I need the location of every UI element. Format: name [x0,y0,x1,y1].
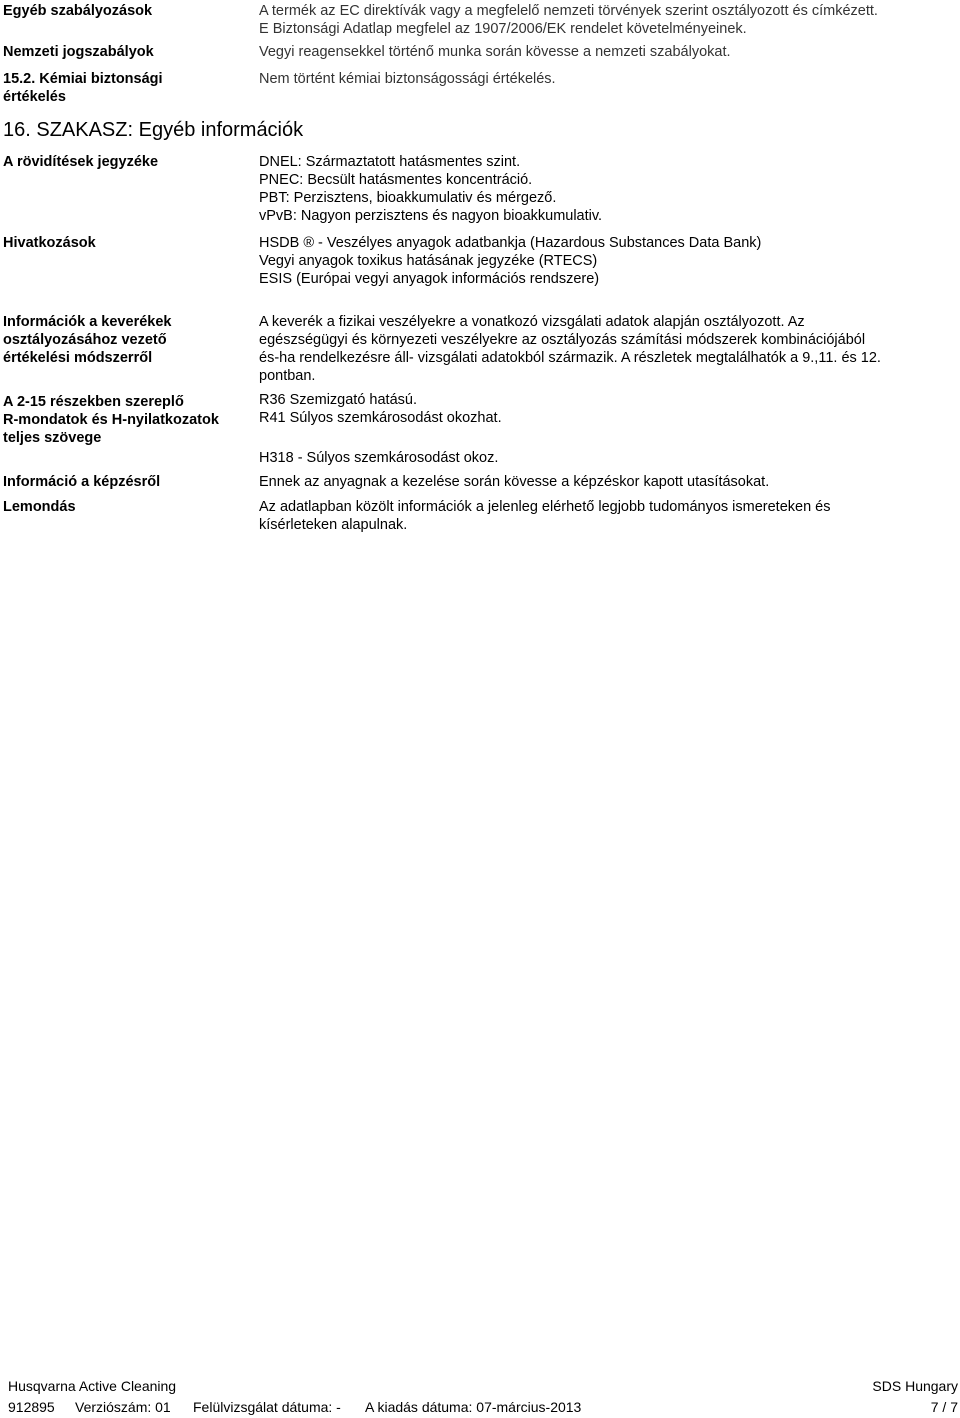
abbrev-label: A rövidítések jegyzéke [3,154,159,170]
refs-label: Hivatkozások [3,235,96,251]
footer-doc-type: SDS Hungary [872,1378,958,1394]
other-regulations-label: Egyéb szabályozások [3,3,153,19]
section-title: 16. SZAKASZ: Egyéb információk [3,119,304,141]
method-text [259,313,949,385]
training-text: Ennek az anyagnak a kezelése során kövesse a képzéskor kapott utasításokat. [259,474,770,490]
abbrev-item: PNEC: Becsült hatásmentes koncentráció. [259,172,533,188]
footer-page-number: 7 / 7 [930,1399,958,1415]
label-line: értékelési módszerről [3,350,153,366]
label-line: osztályozásához vezető [3,332,167,348]
label-line: A 2-15 részekben szereplő [3,394,184,410]
text-line: E Biztonsági Adatlap megfelel az 1907/2006/EK rendelet követelményeinek. [259,21,747,37]
abbrev-list [259,153,949,225]
training-label: Információ a képzésről [3,474,161,490]
text-line: A termék az EC direktívák vagy a megfelelő nemzeti törvények szerint osztályozott és címkézett. [259,3,878,19]
footer-version: Verziószám: 01 [75,1399,171,1415]
label-line: 15.2. Kémiai biztonsági [3,71,163,87]
rphrases-list [259,391,949,427]
text-line: kísérleteken alapulnak. [259,517,408,533]
footer-doc-number: 912895 [8,1399,55,1415]
national-label: Nemzeti jogszabályok [3,44,154,60]
footer-revision-date: Felülvizsgálat dátuma: - [193,1399,341,1415]
text-line: egészségügyi és környezeti veszélyekre az osztályozás számítási módszerek kombinációjából [259,332,866,348]
hphrase-item: H318 - Súlyos szemkárosodást okoz. [259,450,499,466]
ref-item: HSDB ® - Veszélyes anyagok adatbankja (Hazardous Substances Data Bank) [259,235,762,251]
label-line: teljes szövege [3,430,102,446]
refs-list [259,234,949,288]
rphrase-item: R41 Súlyos szemkárosodást okozhat. [259,410,502,426]
rphrases-label [3,393,248,447]
disclaimer-label: Lemondás [3,499,76,515]
disclaimer-text [259,498,949,534]
other-regulations-text [259,2,949,38]
chem-safety-label [3,70,248,106]
text-line: pontban. [259,368,316,384]
abbrev-item: PBT: Perzisztens, bioakkumulativ és mérgező. [259,190,557,206]
text-line: és-ha rendelkezésre áll- vizsgálati adatokból származik. A részletek megtalálhatók a 9.,11. és 12. [259,350,881,366]
text-line: A keverék a fizikai veszélyekre a vonatkozó vizsgálati adatok alapján osztályozott. Az [259,314,805,330]
national-text: Vegyi reagensekkel történő munka során kövesse a nemzeti szabályokat. [259,44,731,60]
footer-issue-date: A kiadás dátuma: 07-március-2013 [365,1399,582,1415]
text-line: Az adatlapban közölt információk a jelenleg elérhető legjobb tudományos ismereteken és [259,499,831,515]
ref-item: ESIS (Európai vegyi anyagok információs rendszere) [259,271,600,287]
label-line: Információk a keverékek [3,314,172,330]
rphrase-item: R36 Szemizgató hatású. [259,392,417,408]
method-label [3,313,248,367]
abbrev-item: vPvB: Nagyon perzisztens és nagyon bioakkumulativ. [259,208,603,224]
abbrev-item: DNEL: Származtatott hatásmentes szint. [259,154,521,170]
footer-product: Husqvarna Active Cleaning [8,1378,177,1394]
label-line: értékelés [3,89,66,105]
label-line: R-mondatok és H-nyilatkozatok [3,412,219,428]
ref-item: Vegyi anyagok toxikus hatásának jegyzéke (RTECS) [259,253,598,269]
chem-safety-text: Nem történt kémiai biztonságossági értékelés. [259,71,556,87]
